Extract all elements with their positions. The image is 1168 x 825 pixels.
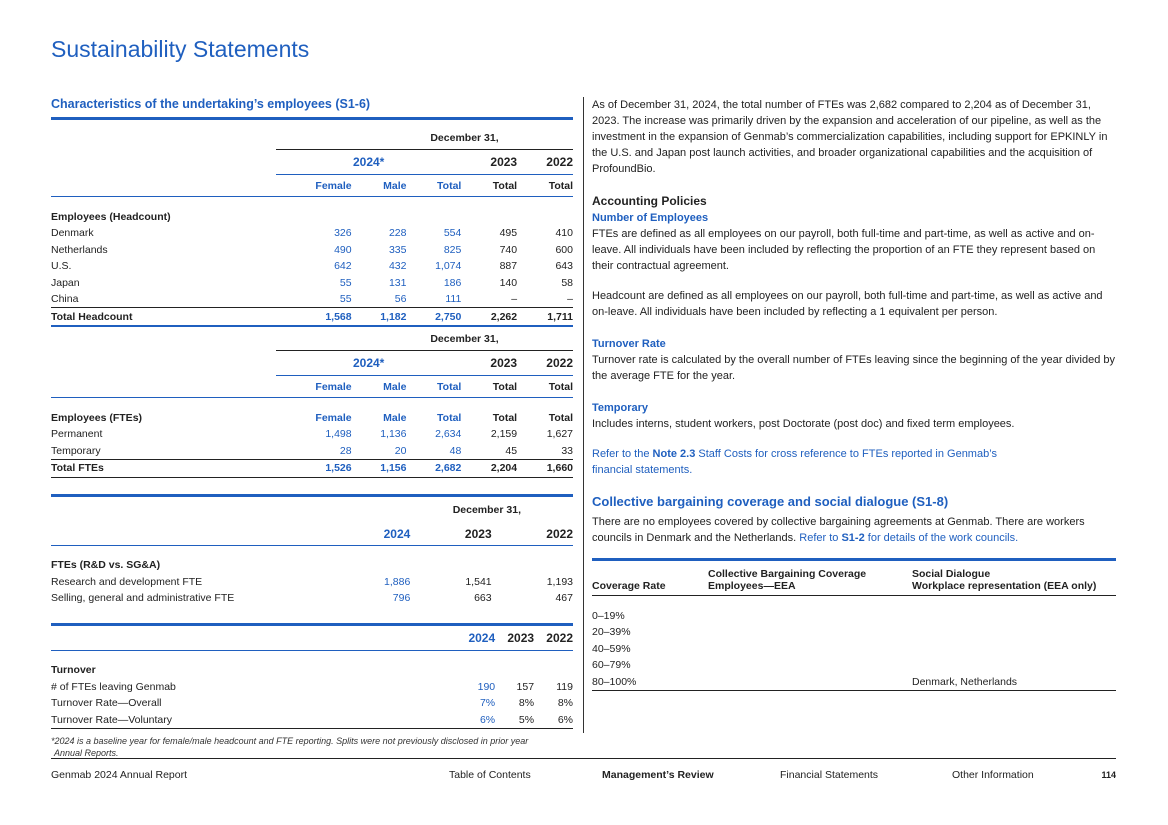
cell: 1,182 xyxy=(352,308,407,327)
fte-table xyxy=(51,327,573,478)
nav-table-of-contents[interactable]: Table of Contents xyxy=(449,769,531,781)
collective-bargaining-heading: Collective bargaining coverage and social dialogue (S1-8) xyxy=(592,494,949,509)
cell: 467 xyxy=(555,592,573,605)
table-row xyxy=(51,242,573,259)
cell: 2,750 xyxy=(406,308,461,327)
coverage-rate-header: Coverage Rate xyxy=(592,560,708,596)
row-label: Temporary xyxy=(51,444,101,457)
cell: 6% xyxy=(456,712,495,729)
row-label: Netherlands xyxy=(51,243,108,256)
cell: 190 xyxy=(477,680,496,693)
rd-year-2023: 2023 xyxy=(410,523,491,546)
table-row xyxy=(51,291,573,308)
fte-year-2022: 2022 xyxy=(517,351,573,376)
cell: 56 xyxy=(394,293,407,305)
cell: 6% xyxy=(534,712,573,729)
col-header: Male xyxy=(352,376,407,398)
cell: 45 xyxy=(505,444,518,457)
col-header: Total xyxy=(517,376,573,398)
cell xyxy=(708,608,912,625)
cell: 5% xyxy=(495,712,534,729)
col-header: Total xyxy=(406,175,461,197)
cell: 1,541 xyxy=(465,575,492,588)
number-of-employees-heading: Number of Employees xyxy=(592,212,709,224)
cell xyxy=(708,624,912,641)
cell: 60–79% xyxy=(592,659,631,672)
cell: 1,498 xyxy=(325,428,352,441)
employees-section-title: Characteristics of the undertaking’s employees (S1-6) xyxy=(51,97,573,120)
col-header: Male xyxy=(352,175,407,197)
col-header: Total xyxy=(461,376,517,398)
row-label: Selling, general and administrative FTE xyxy=(51,592,235,605)
turnover-table xyxy=(51,623,573,729)
table-row xyxy=(592,624,1116,641)
coverage-table xyxy=(592,558,1116,691)
cell: 58 xyxy=(561,276,573,289)
cell: 1,156 xyxy=(352,459,407,477)
reference-text: Refer to xyxy=(799,532,842,544)
cell: 55 xyxy=(339,293,352,305)
cell: – xyxy=(511,293,518,305)
table-section-heading: FTEs (R&D vs. SG&A) xyxy=(51,559,161,572)
table-row xyxy=(51,443,573,460)
accounting-policies-heading: Accounting Policies xyxy=(592,194,707,208)
cell: 8% xyxy=(518,697,535,710)
header-line: Employees—EEA xyxy=(708,580,796,592)
row-label: Turnover Rate—Voluntary xyxy=(51,712,456,729)
table-row xyxy=(51,426,573,443)
cell: 7% xyxy=(479,697,496,710)
table-row xyxy=(51,679,573,696)
cell: 0–19% xyxy=(592,609,625,622)
rd-year-2024: 2024 xyxy=(329,523,410,546)
right-column xyxy=(592,97,1116,691)
fte-period: December 31, xyxy=(276,327,573,351)
cell: 1,568 xyxy=(276,308,352,327)
cell: 796 xyxy=(392,592,411,605)
cell: 48 xyxy=(449,444,462,457)
cell xyxy=(912,624,1116,641)
total-row xyxy=(51,459,573,477)
page-footer xyxy=(51,758,1116,789)
cell xyxy=(912,608,1116,625)
headcount-definition-text: Headcount are defined as all employees on our payroll, both full-time and part-time, as well as active and on-leave. All individuals have been included by reflecting a 1 equivalent per person. xyxy=(592,290,1103,318)
nav-other-information[interactable]: Other Information xyxy=(952,769,1034,781)
nav-managements-review[interactable]: Management’s Review xyxy=(602,769,714,781)
cell: 1,627 xyxy=(546,428,573,441)
cell: 643 xyxy=(555,260,573,273)
col-header: Total xyxy=(437,411,462,424)
cell: 111 xyxy=(445,293,462,305)
cell xyxy=(912,657,1116,674)
reference-text: Staff Costs for cross reference to FTEs reported in Genmab’s financial statements. xyxy=(592,448,997,476)
col-header: Total xyxy=(517,175,573,197)
cell: 410 xyxy=(555,227,573,240)
rd-period: December 31, xyxy=(329,495,573,523)
row-label: China xyxy=(51,293,79,305)
number-of-employees-text: FTEs are defined as all employees on our payroll, both full-time and part-time, as well as active and on-leave. All individuals have been included by reflecting the proportion of an FTE they represent based on their contractual agreement. xyxy=(592,228,1096,272)
cell: 642 xyxy=(334,260,352,273)
cell: 663 xyxy=(474,592,492,605)
headcount-table xyxy=(51,126,573,327)
table-section-heading: Employees (FTEs) xyxy=(51,411,143,424)
cell: 554 xyxy=(443,227,462,240)
nav-financial-statements[interactable]: Financial Statements xyxy=(780,769,879,781)
cell: Denmark, Netherlands xyxy=(912,674,1116,691)
cell: 326 xyxy=(334,227,352,240)
cell: 228 xyxy=(388,227,407,240)
cb-text: There are no employees covered by collective bargaining agreements at Genmab. There are workers councils in Denmark and the Netherlands. xyxy=(592,516,1085,544)
row-label: Total Headcount xyxy=(51,308,276,327)
note-reference xyxy=(592,446,1116,478)
table-row xyxy=(51,574,573,591)
cell: 1,660 xyxy=(517,459,573,477)
social-dialogue-header xyxy=(912,560,1116,596)
page-title: Sustainability Statements xyxy=(51,36,310,62)
cell: 432 xyxy=(388,260,407,273)
table-row xyxy=(51,225,573,242)
row-label: Denmark xyxy=(51,227,94,240)
cell: 186 xyxy=(443,276,462,289)
cell xyxy=(912,641,1116,658)
col-header: Female xyxy=(276,175,352,197)
cell: 140 xyxy=(499,276,518,289)
cell: 887 xyxy=(499,260,518,273)
col-header: Total xyxy=(492,411,518,424)
cell: 2,634 xyxy=(435,428,462,441)
table-row xyxy=(51,275,573,292)
table-row xyxy=(51,712,573,729)
report-title: Genmab 2024 Annual Report xyxy=(51,769,188,781)
cell: 2,682 xyxy=(406,459,461,477)
headcount-period: December 31, xyxy=(276,126,573,150)
cell: 825 xyxy=(443,243,462,256)
cell: 2,159 xyxy=(490,428,518,441)
table-section-heading: Turnover xyxy=(51,664,96,677)
cell: 1,136 xyxy=(380,428,407,441)
cell: 740 xyxy=(499,243,518,256)
note-2-3-link[interactable]: Note 2.3 xyxy=(652,448,696,460)
rd-year-2022: 2022 xyxy=(492,523,573,546)
total-row xyxy=(51,308,573,327)
col-header: Male xyxy=(383,411,407,424)
column-divider xyxy=(583,97,584,733)
cell: 600 xyxy=(555,243,573,256)
cell: – xyxy=(567,293,573,305)
cell: 495 xyxy=(499,227,518,240)
cell: 80–100% xyxy=(592,674,708,691)
cell: 1,074 xyxy=(435,260,462,273)
cell: 55 xyxy=(339,276,352,289)
table-row xyxy=(51,258,573,275)
cell: 157 xyxy=(516,680,535,693)
rd-sga-table xyxy=(51,494,573,607)
cell: 2,204 xyxy=(461,459,517,477)
fte-year-2023: 2023 xyxy=(461,351,517,376)
table-row xyxy=(592,641,1116,658)
cell: 335 xyxy=(388,243,407,256)
s1-2-link[interactable]: S1-2 xyxy=(841,532,865,544)
reference-text: Refer to the xyxy=(592,448,653,460)
cell: 1,886 xyxy=(384,575,411,588)
footnote xyxy=(51,735,573,759)
col-header: Female xyxy=(276,376,352,398)
cell: 20 xyxy=(394,444,407,457)
turnover-year-2022: 2022 xyxy=(534,624,573,650)
header-line: Social Dialogue xyxy=(912,568,991,580)
col-header: Total xyxy=(548,411,573,424)
col-header: Total xyxy=(461,175,517,197)
cb-coverage-header xyxy=(708,560,912,596)
table-row xyxy=(592,674,1116,691)
row-label: Japan xyxy=(51,276,80,289)
row-label: Permanent xyxy=(51,428,103,441)
cell xyxy=(708,657,912,674)
temporary-text: Includes interns, student workers, post Doctorate (post doc) and fixed term employees. xyxy=(592,418,1015,430)
footnote-line: Annual Reports. xyxy=(54,747,119,758)
cell: 1,526 xyxy=(276,459,352,477)
table-row xyxy=(51,590,573,607)
cell: 8% xyxy=(557,697,573,710)
headcount-year-2022: 2022 xyxy=(517,150,573,175)
cell: 119 xyxy=(556,680,573,693)
turnover-year-2023: 2023 xyxy=(495,624,534,650)
row-label: Research and development FTE xyxy=(51,575,203,588)
row-label: # of FTEs leaving Genmab xyxy=(51,680,176,693)
turnover-rate-text: Turnover rate is calculated by the overall number of FTEs leaving since the beginning of the year divided by the average FTE for the year. xyxy=(592,354,1115,382)
table-row xyxy=(592,608,1116,625)
collective-bargaining-text xyxy=(592,514,1116,546)
cell xyxy=(708,674,912,691)
col-header: Total xyxy=(406,376,461,398)
col-header: Female xyxy=(315,411,352,424)
cell: 2,262 xyxy=(461,308,517,327)
s1-2-reference[interactable] xyxy=(799,532,1018,544)
table-row xyxy=(51,695,573,712)
cell: 131 xyxy=(388,276,407,289)
temporary-heading: Temporary xyxy=(592,402,649,414)
cell: 1,711 xyxy=(517,308,573,327)
left-column xyxy=(51,97,573,759)
intro-paragraph: As of December 31, 2024, the total number of FTEs was 2,682 compared to 2,204 as of December 31, 2023. The increase was primarily driven by the expansion and acceleration of our pipeline, as well as the investment in the expansion of Genmab’s commercialization capabilities, including support for EPKINLY in the U.S. and Japan post launch activities, and broader organizational capabilities and the acquisition of ProfoundBio. xyxy=(592,99,1108,175)
cell: 40–59% xyxy=(592,642,631,655)
cell: 33 xyxy=(561,444,573,457)
footnote-line: *2024 is a baseline year for female/male headcount and FTE reporting. Splits were not previously disclosed in prior year xyxy=(51,735,529,746)
fte-year-2024: 2024* xyxy=(276,351,461,376)
cell xyxy=(708,641,912,658)
row-label: Turnover Rate—Overall xyxy=(51,697,162,710)
table-section-heading: Employees (Headcount) xyxy=(51,210,171,223)
table-row xyxy=(592,657,1116,674)
cell: 20–39% xyxy=(592,626,631,639)
row-label: Total FTEs xyxy=(51,459,276,477)
turnover-year-2024: 2024 xyxy=(456,624,495,650)
cell: 28 xyxy=(339,444,352,457)
headcount-year-2024: 2024* xyxy=(276,150,461,175)
turnover-rate-heading: Turnover Rate xyxy=(592,338,666,350)
cell: 1,193 xyxy=(546,575,573,588)
reference-text: for details of the work councils. xyxy=(864,532,1019,544)
header-line: Collective Bargaining Coverage xyxy=(708,568,867,580)
headcount-year-2023: 2023 xyxy=(461,150,517,175)
cell: 490 xyxy=(334,243,352,256)
page-number: 114 xyxy=(1101,770,1116,780)
row-label: U.S. xyxy=(51,260,72,273)
header-line: Workplace representation (EEA only) xyxy=(912,580,1097,592)
